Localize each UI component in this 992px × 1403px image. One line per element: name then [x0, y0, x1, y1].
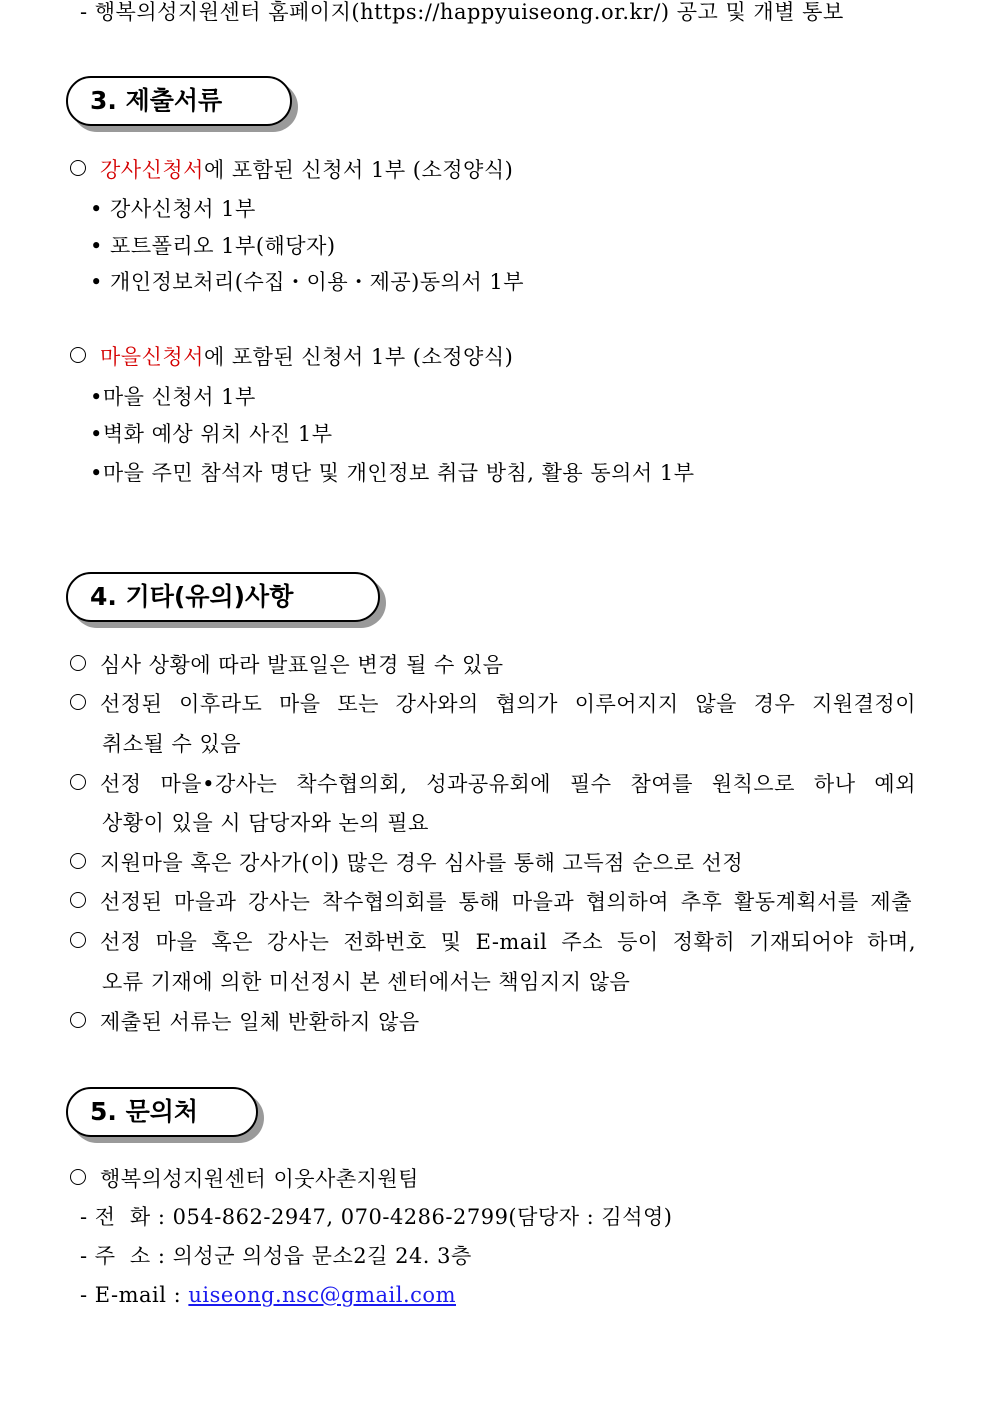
section5-title: 5. 문의처 — [66, 1087, 258, 1137]
notice-item — [70, 853, 743, 874]
notice-continuation: 오류 기재에 의한 미선정시 본 센터에서는 책임지지 않음 — [102, 970, 631, 994]
notice-text: 선정된 이후라도 마을 또는 강사와의 협의가 이루어지지 않을 경우 지원결정이 — [100, 692, 916, 716]
list-item: •마을 신청서 1부 — [90, 385, 256, 409]
instructor-form-label: 강사신청서 — [100, 158, 204, 182]
section3-group2-header — [70, 347, 513, 368]
notice-item — [70, 932, 916, 953]
village-form-label: 마을신청서 — [100, 345, 204, 369]
email-label: - E-mail : — [80, 1283, 189, 1307]
notice-text: 선정 마을 혹은 강사는 전화번호 및 E-mail 주소 등이 정확히 기재되어야 하며, — [100, 930, 916, 954]
circle-bullet-icon — [70, 892, 86, 908]
notice-item — [70, 655, 504, 676]
announcement-line: - 행복의성지원센터 홈페이지(https://happyuiseong.or.kr/) 공고 및 개별 통보 — [80, 0, 844, 24]
notice-text: 심사 상황에 따라 발표일은 변경 될 수 있음 — [100, 653, 504, 677]
section3-title: 3. 제출서류 — [66, 76, 292, 126]
group1-rest-text: 에 포함된 신청서 1부 (소정양식) — [203, 158, 514, 182]
notice-text: 선정 마을•강사는 착수협의회, 성과공유회에 필수 참여를 원칙으로 하나 예외 — [100, 772, 916, 796]
circle-bullet-icon — [70, 774, 86, 790]
contact-phone: - 전 화 : 054-862-2947, 070-4286-2799(담당자 : 김석영) — [80, 1205, 673, 1229]
section3-group1-header — [70, 160, 513, 181]
notice-text: 지원마을 혹은 강사가(이) 많은 경우 심사를 통해 고득점 순으로 선정 — [100, 851, 744, 875]
notice-text: 선정된 마을과 강사는 착수협의회를 통해 마을과 협의하여 추후 활동계획서를 제출 — [100, 890, 912, 914]
email-link[interactable]: uiseong.nsc@gmail.com — [188, 1283, 456, 1307]
section4-title: 4. 기타(유의)사항 — [66, 572, 380, 622]
contact-address: - 주 소 : 의성군 의성읍 문소2길 24. 3층 — [80, 1244, 472, 1268]
section3-heading — [66, 76, 292, 126]
contact-email — [80, 1285, 456, 1306]
section5-heading — [66, 1087, 258, 1137]
section4-heading — [66, 572, 380, 622]
notice-item — [70, 1012, 420, 1033]
circle-bullet-icon — [70, 694, 86, 710]
circle-bullet-icon — [70, 655, 86, 671]
circle-bullet-icon — [70, 853, 86, 869]
circle-bullet-icon — [70, 1012, 86, 1028]
contact-org — [70, 1169, 419, 1190]
list-item: • 포트폴리오 1부(해당자) — [90, 234, 336, 258]
group2-rest-text: 에 포함된 신청서 1부 (소정양식) — [203, 345, 514, 369]
notice-continuation: 상황이 있을 시 담당자와 논의 필요 — [102, 811, 429, 835]
notice-text: 제출된 서류는 일체 반환하지 않음 — [100, 1010, 420, 1034]
list-item: • 개인정보처리(수집・이용・제공)동의서 1부 — [90, 270, 525, 294]
circle-bullet-icon — [70, 160, 86, 176]
list-item: •벽화 예상 위치 사진 1부 — [90, 422, 333, 446]
list-item: •마을 주민 참석자 명단 및 개인정보 취급 방침, 활용 동의서 1부 — [90, 461, 695, 485]
org-name: 행복의성지원센터 이웃사촌지원팀 — [100, 1167, 419, 1191]
circle-bullet-icon — [70, 932, 86, 948]
notice-item — [70, 892, 912, 913]
circle-bullet-icon — [70, 347, 86, 363]
notice-continuation: 취소될 수 있음 — [102, 732, 242, 756]
notice-item — [70, 694, 916, 715]
circle-bullet-icon — [70, 1169, 86, 1185]
notice-item — [70, 774, 916, 795]
list-item: • 강사신청서 1부 — [90, 197, 256, 221]
